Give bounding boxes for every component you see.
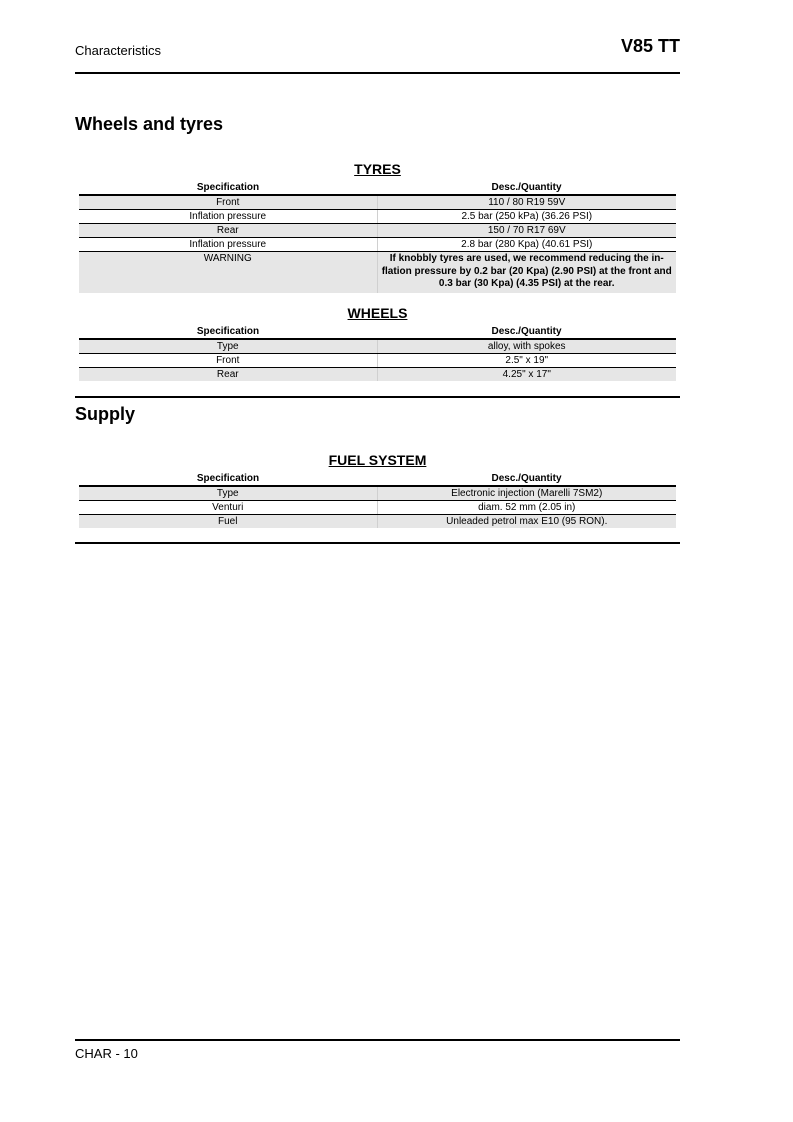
page-header xyxy=(75,36,680,74)
table-row xyxy=(79,195,676,210)
tyres-table xyxy=(79,182,676,293)
table-row xyxy=(79,368,676,382)
warning-text: If knobbly tyres are used, we recommend reducing the in-flation pressure by 0.2 bar (20 Kpa) (2.90 PSI) at the front and 0.3 bar (30 Kpa) (4.35 PSI) at the rear. xyxy=(377,252,676,293)
spec-cell: Front xyxy=(79,354,377,368)
value-cell: alloy, with spokes xyxy=(377,339,676,354)
table-row xyxy=(79,224,676,238)
table-row xyxy=(79,486,676,501)
wheels-table-title: WHEELS xyxy=(347,305,408,321)
column-header-desc-quantity: Desc./Quantity xyxy=(377,473,676,486)
value-cell: 2.8 bar (280 Kpa) (40.61 PSI) xyxy=(377,238,676,252)
fuel-table-title: FUEL SYSTEM xyxy=(328,452,427,468)
value-cell: 2.5 bar (250 kPa) (36.26 PSI) xyxy=(377,210,676,224)
spec-cell: Type xyxy=(79,339,377,354)
table-header-row xyxy=(79,326,676,339)
spec-cell: Front xyxy=(79,195,377,210)
section-divider xyxy=(75,396,680,398)
spec-cell: Rear xyxy=(79,224,377,238)
value-cell: diam. 52 mm (2.05 in) xyxy=(377,501,676,515)
table-row xyxy=(79,354,676,368)
spec-cell: Rear xyxy=(79,368,377,382)
column-header-specification: Specification xyxy=(79,473,377,486)
table-row-warning xyxy=(79,252,676,293)
spec-cell: Type xyxy=(79,486,377,501)
value-cell: 110 / 80 R19 59V xyxy=(377,195,676,210)
table-row xyxy=(79,238,676,252)
section-divider xyxy=(75,542,680,544)
spec-cell: Inflation pressure xyxy=(79,210,377,224)
tyres-table-title: TYRES xyxy=(354,161,401,177)
value-cell: 2.5" x 19" xyxy=(377,354,676,368)
footer-page-number: CHAR - 10 xyxy=(75,1046,138,1061)
section-title-wheels-tyres: Wheels and tyres xyxy=(75,114,224,134)
spec-cell: Venturi xyxy=(79,501,377,515)
section-title-supply: Supply xyxy=(75,404,136,424)
column-header-desc-quantity: Desc./Quantity xyxy=(377,326,676,339)
wheels-table xyxy=(79,326,676,381)
column-header-desc-quantity: Desc./Quantity xyxy=(377,182,676,195)
table-row xyxy=(79,339,676,354)
spec-cell: Inflation pressure xyxy=(79,238,377,252)
value-cell: 4.25" x 17" xyxy=(377,368,676,382)
spec-cell: Fuel xyxy=(79,515,377,529)
value-cell: Electronic injection (Marelli 7SM2) xyxy=(377,486,676,501)
table-header-row xyxy=(79,182,676,195)
table-row xyxy=(79,515,676,529)
table-row xyxy=(79,210,676,224)
column-header-specification: Specification xyxy=(79,182,377,195)
fuel-system-table xyxy=(79,473,676,528)
table-row xyxy=(79,501,676,515)
table-header-row xyxy=(79,473,676,486)
header-model-title: V85 TT xyxy=(620,36,680,56)
header-section-label: Characteristics xyxy=(75,43,161,58)
warning-label: WARNING xyxy=(79,252,377,293)
value-cell: 150 / 70 R17 69V xyxy=(377,224,676,238)
page-footer xyxy=(75,1039,680,1061)
value-cell: Unleaded petrol max E10 (95 RON). xyxy=(377,515,676,529)
column-header-specification: Specification xyxy=(79,326,377,339)
